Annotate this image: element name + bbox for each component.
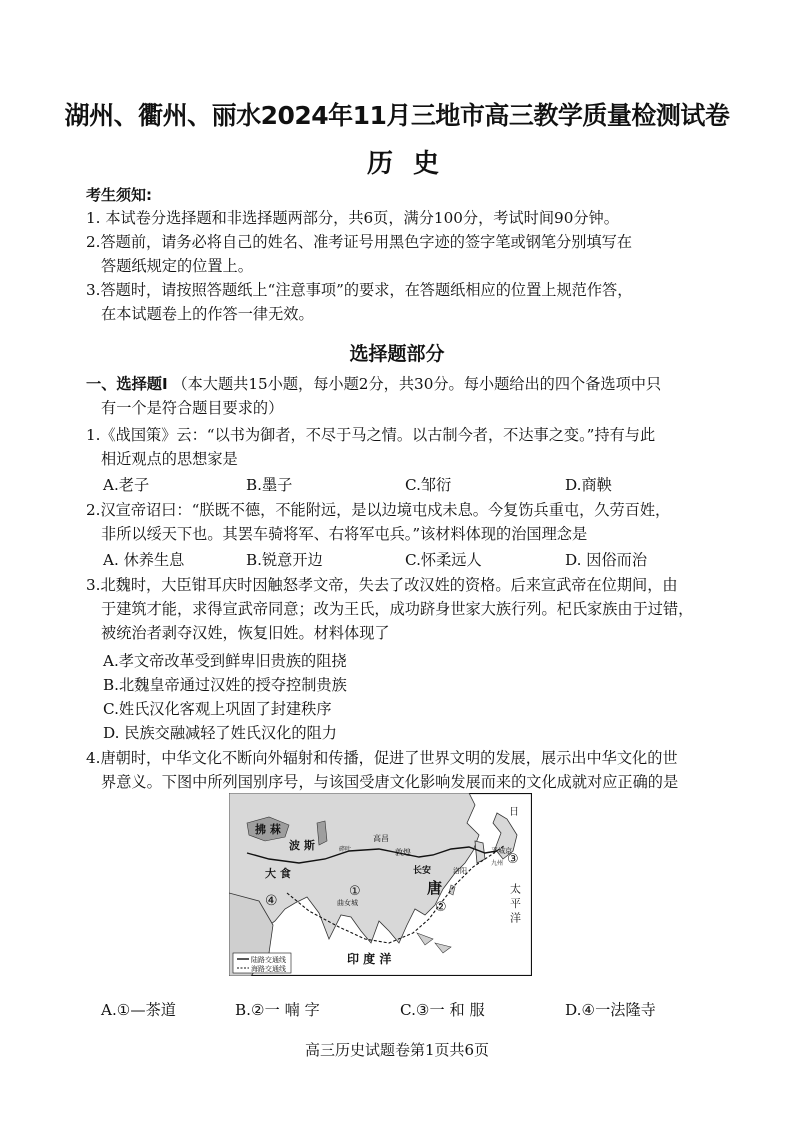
map-label-tang: 唐 — [427, 879, 443, 897]
q1-stem-line-1: 1.《战国策》云：“以书为御者，不尽于马之情。以古制今者，不达事之变。”持有与此 — [86, 426, 656, 444]
notice-item-3: 3.答题时，请按照答题纸上“注意事项”的要求，在答题纸相应的位置上规范作答， — [86, 281, 633, 299]
q2-option-d[interactable]: D. 因俗而治 — [565, 551, 648, 569]
q4-stem-line-1: 4.唐朝时，中华文化不断向外辐射和传播，促进了世界文明的发展，展示出中华文化的世 — [86, 749, 678, 767]
map-marker-4: ④ — [265, 893, 278, 909]
q2-option-b[interactable]: B.锐意开边 — [246, 551, 323, 569]
map-label-ocean-1: 太 平 洋 — [508, 883, 522, 923]
q4-stem-line-2: 界意义。下图中所列国别序号，与该国受唐文化影响发展而来的文化成就对应正确的是 — [101, 773, 679, 791]
q1-option-c[interactable]: C.邹衍 — [405, 476, 452, 494]
q3-stem-line-3: 被统治者剥夺汉姓，恢复旧姓。材料体现了 — [101, 624, 390, 642]
q2-option-a[interactable]: A. 休养生息 — [103, 551, 185, 569]
q4-option-a[interactable]: A.①—茶道 — [101, 1001, 176, 1019]
q3-option-c[interactable]: C.姓氏汉化客观上巩固了封建秩序 — [103, 700, 332, 718]
map-label-gaochang: 高昌 — [373, 834, 389, 843]
caspian-sea — [317, 821, 327, 845]
map-label-luoyang: 洛阳 — [453, 867, 467, 875]
q1-option-d[interactable]: D.商鞅 — [565, 476, 612, 494]
exam-title: 湖州、衢州、丽水2024年11月三地市高三教学质量检测试卷 — [64, 101, 730, 130]
map-label-bosi: 波 斯 — [289, 839, 315, 852]
notice-heading: 考生须知: — [86, 186, 152, 204]
legend-sea-label: 海路交通线 — [251, 965, 286, 973]
part-desc: （本大题共15小题，每小题2分，共30分。每小题给出的四个备选项中只 — [172, 375, 662, 393]
notice-item-2-cont: 答题纸规定的位置上。 — [101, 257, 253, 275]
q4-option-b[interactable]: B.②一 喃 字 — [235, 1001, 320, 1019]
q1-stem-line-2: 相近观点的思想家是 — [101, 450, 238, 468]
q1-option-b[interactable]: B.墨子 — [246, 476, 293, 494]
notice-item-3-cont: 在本试题卷上的作答一律无效。 — [101, 305, 314, 323]
map-label-quzhou: 曲女城 — [337, 899, 358, 907]
map-label-fulin: 拂 菻 — [255, 823, 281, 836]
part-header — [86, 372, 661, 396]
map-marker-1: ① — [349, 884, 361, 899]
map-marker-2: ② — [435, 900, 447, 915]
map-label-ri: 日 — [509, 807, 519, 818]
q3-stem-line-1: 3.北魏时，大臣钳耳庆时因触怒孝文帝，失去了改汉姓的资格。后来宣武帝在位期间，由 — [86, 576, 678, 594]
map-label-pingcheng: 平城京 — [491, 847, 512, 855]
part-label: 一、选择题Ⅰ — [86, 375, 168, 393]
q2-option-c[interactable]: C.怀柔远人 — [405, 551, 482, 569]
map-label-dashi: 大 食 — [265, 867, 291, 880]
notice-item-1: 1. 本试卷分选择题和非选择题两部分，共6页，满分100分，考试时间90分钟。 — [86, 209, 619, 227]
map-label-changan: 长安 — [413, 866, 432, 876]
q3-stem-line-2: 于建筑才能，求得宣武帝同意；改为王氏，成功跻身世家大族行列。杞氏家族由于过错， — [101, 600, 694, 618]
part-desc-cont: 有一个是符合题目要求的） — [101, 399, 284, 417]
map-marker-3: ③ — [507, 852, 519, 867]
q2-stem-line-1: 2.汉宣帝诏曰：“朕既不德，不能附远，是以边境屯戍未息。今复饬兵重屯，久劳百姓， — [86, 501, 671, 519]
section-title: 选择题部分 — [349, 343, 445, 365]
map-label-jiuzhou: 九州 — [491, 860, 504, 867]
subject-title: 历史 — [366, 149, 459, 179]
map-label-suiye: 碎叶 — [339, 846, 352, 853]
q3-option-d[interactable]: D. 民族交融减轻了姓氏汉化的阻力 — [103, 724, 337, 742]
tang-culture-map — [229, 793, 532, 976]
q3-option-b[interactable]: B.北魏皇帝通过汉姓的授夺控制贵族 — [103, 676, 347, 694]
map-label-indian-ocean: 印 度 洋 — [347, 952, 392, 966]
q4-option-c[interactable]: C.③一 和 服 — [400, 1001, 485, 1019]
q1-option-a[interactable]: A.老子 — [103, 476, 150, 494]
q2-stem-line-2: 非所以绥天下也。其罢车骑将军、右将军屯兵。”该材料体现的治国理念是 — [101, 525, 588, 543]
page-footer: 高三历史试题卷第1页共6页 — [304, 1041, 490, 1059]
notice-item-2: 2.答题前，请务必将自己的姓名、准考证号用黑色字迹的签字笔或钢笔分别填写在 — [86, 233, 633, 251]
legend-land-label: 陆路交通线 — [251, 956, 286, 964]
q4-option-d[interactable]: D.④一法隆寺 — [565, 1001, 656, 1019]
q3-option-a[interactable]: A.孝文帝改革受到鲜卑旧贵族的阻挠 — [103, 652, 347, 670]
map-label-dunhuang: 敦煌 — [395, 848, 411, 857]
